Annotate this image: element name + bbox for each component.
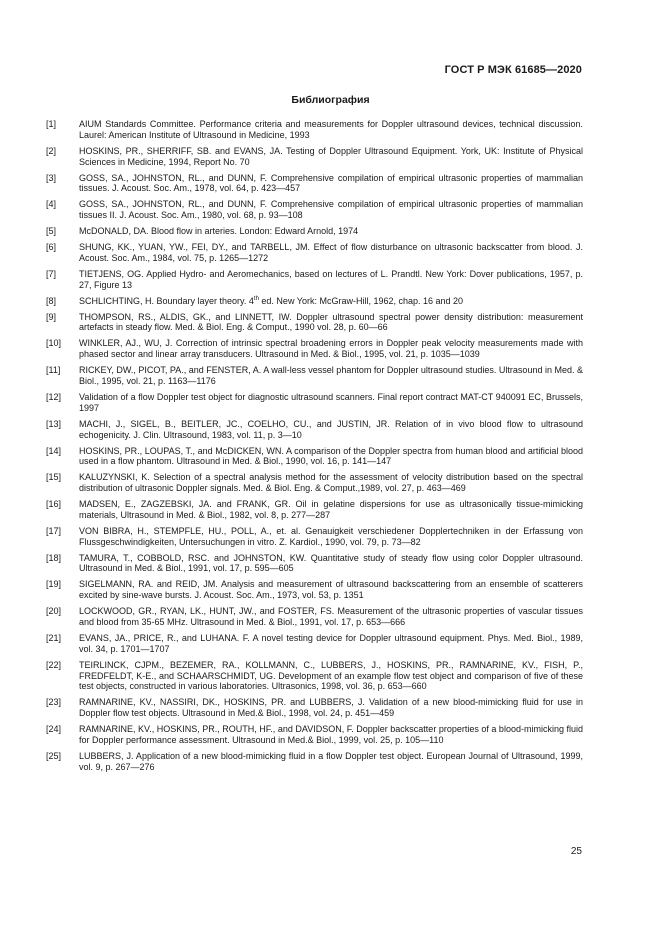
reference-text: TAMURA, T., COBBOLD, RSC. and JOHNSTON, KW. Quantitative study of steady flow using color Doppler ultrasound. Ultrasound in Med. & Biol., 1991, vol. 17, p. 595—605: [79, 552, 583, 574]
reference-item: [46, 119, 583, 141]
reference-text: HOSKINS, PR., SHERRIFF, SB. and EVANS, JA. Testing of Doppler Ultrasound Equipment. York, UK: Institute of Physical Sciences in Medicine, 1994, Report No. 70: [79, 145, 583, 167]
reference-item: [46, 199, 583, 221]
reference-number: [14]: [46, 445, 62, 456]
reference-item: [46, 724, 583, 746]
reference-item: [46, 553, 583, 575]
reference-item: [46, 419, 583, 441]
reference-item: [46, 499, 583, 521]
reference-item: [46, 392, 583, 414]
reference-number: [5]: [46, 226, 57, 237]
reference-number: [12]: [46, 392, 62, 402]
reference-number: [17]: [46, 525, 62, 536]
reference-number: [10]: [46, 338, 62, 349]
reference-item: [46, 526, 583, 548]
page-title: Библиография: [291, 94, 370, 106]
reference-item: [46, 242, 583, 264]
reference-text: RAMNARINE, KV., NASSIRI, DK., HOSKINS, PR. and LUBBERS, J. Validation of a new blood-mimicking fluid for use in Doppler flow test objects. Ultrasound in Med.& Biol., 1998, vol. 24, p. 451—459: [79, 697, 583, 719]
reference-text: VON BIBRA, H., STEMPFLE, HU., POLL, A., et. al. Genauigkeit verschiedener Dopplertechniken in der Erfassung von Flussgeschwindigkeiten, Untersuchungen in vitro. Z. Kardiol., 1990, vol. 79, p. 73—82: [79, 525, 583, 547]
reference-number: [7]: [46, 268, 57, 279]
reference-text: RAMNARINE, KV., HOSKINS, PR., ROUTH, HF., and DAVIDSON, F. Doppler backscatter properties of a blood-mimicking fluid for Doppler performance assessment. Ultrasound in Med.& Biol., 1999, vol. 25, p. 105—110: [79, 724, 583, 745]
reference-item: [46, 338, 583, 360]
reference-item: [46, 146, 583, 168]
reference-number: [25]: [46, 750, 62, 761]
reference-number: [15]: [46, 472, 62, 483]
reference-text: AIUM Standards Committee. Performance criteria and measurements for Doppler ultrasound devices, technical discussion. Laurel: American Institute of Ultrasound in Medicine, 1993: [79, 119, 583, 140]
reference-number: [23]: [46, 697, 62, 708]
reference-number: [24]: [46, 724, 62, 735]
reference-number: [18]: [46, 552, 62, 563]
reference-superscript: th: [253, 295, 259, 302]
reference-item: [46, 697, 583, 719]
reference-item: [46, 365, 583, 387]
reference-number: [9]: [46, 311, 57, 322]
reference-item: [46, 269, 583, 291]
reference-text: GOSS, SA., JOHNSTON, RL., and DUNN, F. Comprehensive compilation of empirical ultrasonic properties of mammalian tissues II. J. Acoust. Soc. Am., 1980, vol. 68, p. 93—108: [79, 199, 583, 221]
reference-number: [22]: [46, 659, 62, 670]
reference-item: [46, 472, 583, 494]
reference-number: [11]: [46, 365, 61, 376]
reference-text: MADSEN, E., ZAGZEBSKI, JA. and FRANK, GR. Oil in gelatine dispersions for use as ultrasonically tissue-mimicking materials, Ultrasound in Med. & Biol., 1982, vol. 8, p. 277—287: [79, 499, 583, 520]
reference-text: THOMPSON, RS., ALDIS, GK., and LINNETT, IW. Doppler ultrasound spectral power density distribution: measurement artefacts in steady flow. Med. & Biol. Eng. & Comput., 1990 vol. 28, p. 60—66: [79, 311, 583, 333]
reference-text: MACHI, J., SIGEL, B., BEITLER, JC., COELHO, CU., and JUSTIN, JR. Relation of in vivo blood flow to ultrasound echogenicity. J. Clin. Ultrasound, 1983, vol. 11, p. 3—10: [79, 418, 583, 440]
reference-text: Validation of a flow Doppler test object for diagnostic ultrasound scanners. Final report contract MAT-CT 940091 EC, Brussels, 1997: [79, 392, 583, 413]
reference-text: HOSKINS, PR., LOUPAS, T., and McDICKEN, WN. A comparison of the Doppler spectra from human blood and artificial blood used in a flow phantom. Ultrasound in Med. & Biol., 1990, vol. 16, p. 141—147: [79, 445, 583, 467]
reference-number: [3]: [46, 172, 57, 183]
reference-text-part: SCHLICHTING, H. Boundary layer theory. 4: [79, 295, 254, 306]
reference-item: [46, 446, 583, 468]
reference-number: [19]: [46, 579, 62, 590]
reference-item: [46, 660, 583, 692]
reference-text-part: ed. New York: McGraw-Hill, 1962, chap. 16 and 20: [258, 295, 464, 306]
reference-number: [1]: [46, 119, 57, 129]
reference-text: SIGELMANN, RA. and REID, JM. Analysis and measurement of ultrasound backscattering from an ensemble of scatterers excited by sine-wave bursts. J. Acoust. Soc. Am., 1973, vol. 53, p. 1351: [79, 579, 583, 601]
reference-item: [46, 296, 583, 307]
reference-text: EVANS, JA., PRICE, R., and LUHANA. F. A novel testing device for Doppler ultrasound equipment. Phys. Med. Biol., 1989, vol. 34, p. 1701—1707: [79, 633, 583, 654]
reference-text: SHUNG, KK., YUAN, YW., FEI, DY., and TARBELL, JM. Effect of flow disturbance on ultrasonic backscatter from blood. J. Acoust. Soc. Am., 1984, vol. 75, p. 1265—1272: [79, 242, 583, 263]
reference-number: [4]: [46, 199, 57, 210]
reference-text: McDONALD, DA. Blood flow in arteries. London: Edward Arnold, 1974: [79, 226, 359, 237]
reference-number: [21]: [46, 633, 62, 644]
bibliography-list: [46, 119, 583, 778]
reference-text: RICKEY, DW., PICOT, PA., and FENSTER, A. A wall-less vessel phantom for Doppler ultrasound studies. Ultrasound in Med. & Biol., 1995, vol. 21, p. 1163—1176: [79, 365, 583, 387]
reference-number: [16]: [46, 499, 62, 510]
reference-text: LOCKWOOD, GR., RYAN, LK., HUNT, JW., and FOSTER, FS. Measurement of the ultrasonic properties of vascular tissues and blood from 35-65 MHz. Ultrasound in Med. & Biol., 1991, vol. 17, p. 653—666: [79, 606, 583, 628]
reference-item: [46, 226, 583, 237]
reference-number: [6]: [46, 242, 57, 253]
reference-number: [2]: [46, 145, 57, 156]
reference-number: [20]: [46, 606, 62, 617]
page-number: 25: [570, 846, 582, 857]
document-header: ГОСТ Р МЭК 61685—2020: [444, 64, 582, 76]
reference-text: LUBBERS, J. Application of a new blood-mimicking fluid in a flow Doppler test object. European Journal of Ultrasound, 1999, vol. 9, p. 267—276: [79, 750, 583, 772]
reference-item: [46, 579, 583, 601]
reference-text: KALUZYNSKI, K. Selection of a spectral analysis method for the assessment of velocity distribution based on the spectral distribution of ultrasonic Doppler signals. Med. & Biol. Eng. & Comput.,1989, vol. 27, p. 463—469: [79, 472, 583, 494]
reference-item: [46, 633, 583, 655]
reference-item: [46, 173, 583, 195]
reference-number: [13]: [46, 418, 62, 429]
reference-number: [8]: [46, 295, 57, 306]
reference-item: [46, 606, 583, 628]
reference-item: [46, 312, 583, 334]
reference-text: TEIRLINCK, CJPM., BEZEMER, RA., KOLLMANN, C., LUBBERS, J., HOSKINS, PR., RAMNARINE, KV., FISH, P., FREDFELDT, K-E., and SCHAARSCHMIDT, UG. Development of an example flow test object and comparison of five of these test objects, constructed in various laboratories. Ultrasonics, 1998, vol. 36, p. 653—660: [79, 659, 583, 692]
reference-text: WINKLER, AJ., WU, J. Correction of intrinsic spectral broadening errors in Doppler peak velocity measurements made with phased sector and linear array transducers. Ultrasound in Med. & Biol., 1995, vol. 21, p. 1035—1039: [79, 338, 583, 360]
reference-text: [79, 296, 583, 307]
reference-text: TIETJENS, OG. Applied Hydro- and Aeromechanics, based on lectures of L. Prandtl. New York: Dover publications, 1957, p. 27, Figure 13: [79, 268, 583, 290]
reference-text: GOSS, SA., JOHNSTON, RL., and DUNN, F. Comprehensive compilation of empirical ultrasonic properties of mammalian tissues. J. Acoust. Soc. Am., 1978, vol. 64, p. 423—457: [79, 172, 583, 194]
reference-item: [46, 751, 583, 773]
